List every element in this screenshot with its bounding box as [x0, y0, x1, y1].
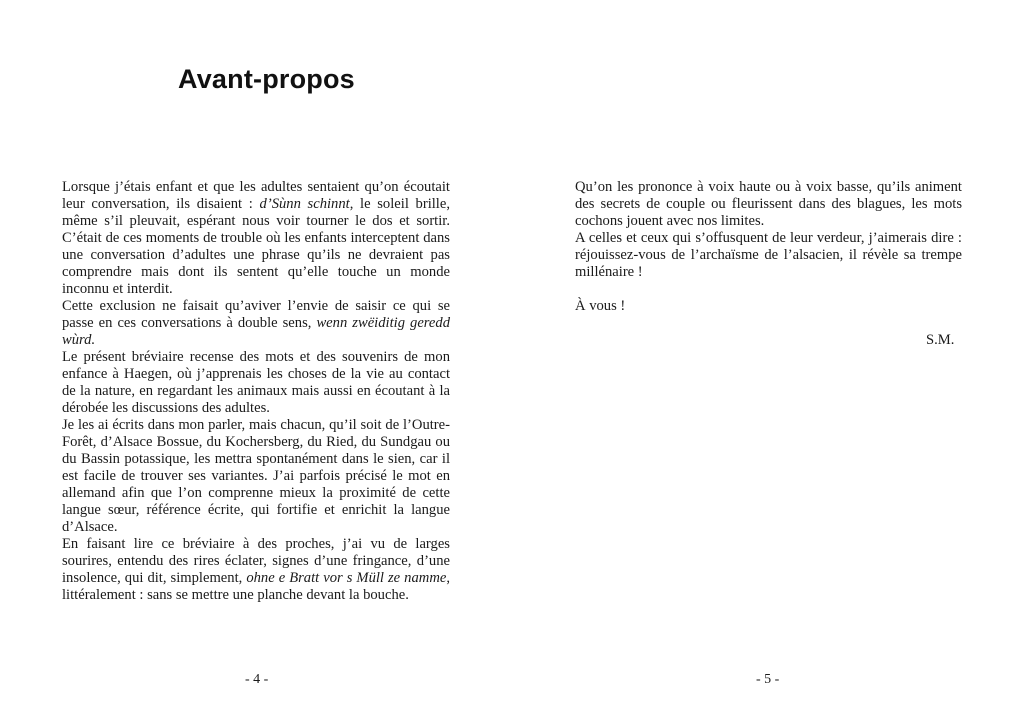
page-title: Avant-propos	[178, 64, 355, 94]
right-page	[512, 0, 1024, 726]
italic-phrase: ohne e Bratt vor s Müll ze namme	[246, 570, 447, 586]
foreword-body	[62, 179, 450, 604]
foreword-paragraph: Lorsque j’étais enfant et que les adultes sentaient qu’on écoutait leur conversation, ils disaient : d’Sùnn schinnt, le soleil brille, même s’il pleuvait, espérant nous voir tourner le dos et sortir. C’était de ces moments de trouble où les enfants interceptent dans une conversation d’adultes une phrase qu’ils ne devraient pas comprendre mais dont ils sentent qu’elle touche un monde inconnu et interdit.	[62, 179, 450, 297]
italic-phrase: wenn zwëiditig geredd wùrd.	[62, 315, 451, 348]
closing-body	[575, 179, 962, 315]
page-number: - 4 -	[245, 672, 269, 687]
italic-phrase: d’Sùnn schinnt	[259, 196, 350, 212]
body-paragraph: Qu’on les prononce à voix haute ou à voix basse, qu’ils animent des secrets de couple ou fleurissent dans des blagues, les mots cochons jouent avec nos limites.	[575, 179, 962, 229]
foreword-paragraph: Le présent bréviaire recense des mots et des souvenirs de mon enfance à Haegen, où j’apprenais les choses de la vie au contact de la nature, en regardant les animaux mais aussi en écoutant à la dérobée les discussions des adultes.	[62, 349, 450, 416]
signature: S.M.	[926, 332, 955, 348]
foreword-paragraph: Je les ai écrits dans mon parler, mais chacun, qu’il soit de l’Outre-Forêt, d’Alsace Bossue, du Kochersberg, du Ried, du Sundgau ou du Bassin potassique, les mettra spontanément dans le sien, car il est facile de trouver ses variantes. J’ai parfois précisé le mot en allemand afin que l’on comprenne mieux la proximité de cette langue sœur, référence écrite, qui fortifie et enrichit la langue d’Alsace.	[62, 417, 450, 535]
closing-line: À vous !	[575, 298, 626, 314]
foreword-paragraph: Cette exclusion ne faisait qu’aviver l’envie de saisir ce qui se passe en ces conversations à double sens, wenn zwëiditig geredd wùrd.	[62, 298, 451, 348]
foreword-paragraph: En faisant lire ce bréviaire à des proches, j’ai vu de larges sourires, entendu des rires éclater, signes d’une fringance, d’une insolence, qui dit, simplement, ohne e Bratt vor s Müll ze namme, littéralement : sans se mettre une planche devant la bouche.	[62, 536, 450, 603]
page-number: - 5 -	[756, 672, 780, 687]
body-paragraph: A celles et ceux qui s’offusquent de leur verdeur, j’aimerais dire : réjouissez-vous de l’archaïsme de l’alsacien, il révèle sa trempe millénaire !	[575, 230, 962, 280]
